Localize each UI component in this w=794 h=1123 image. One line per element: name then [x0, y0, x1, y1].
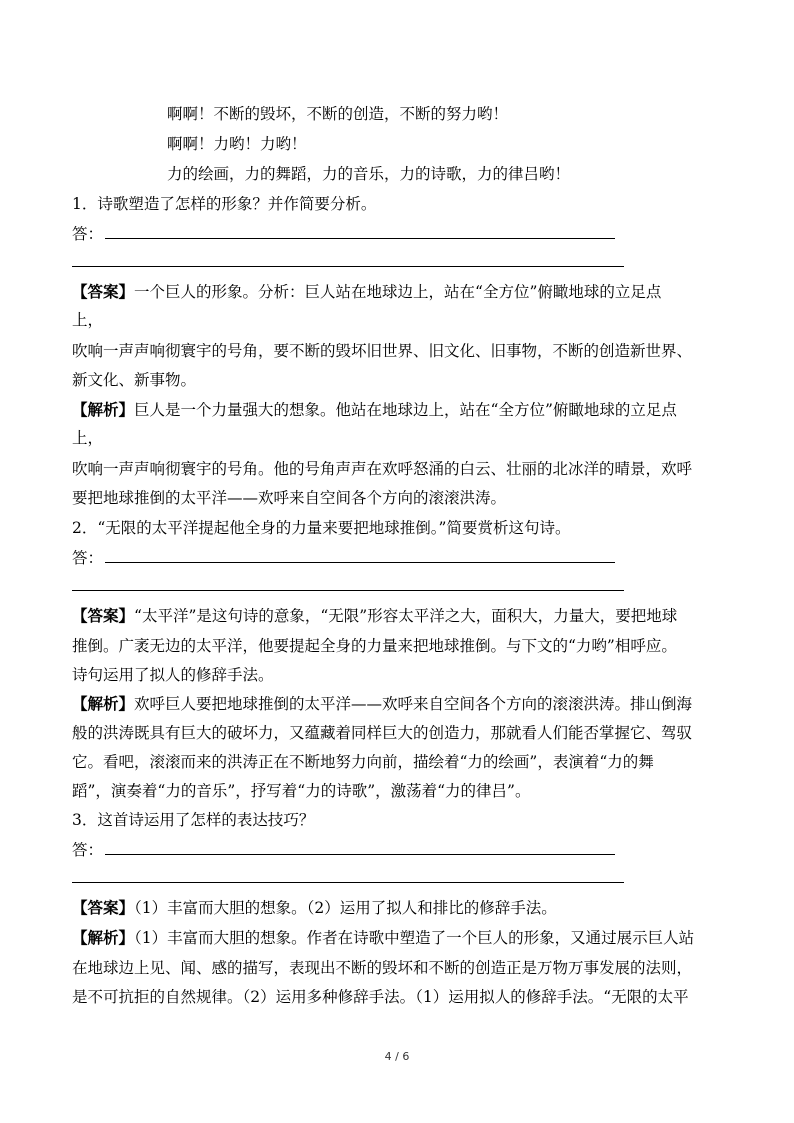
- answer-text: “太平洋”是这句诗的意象，“无限”形容太平洋之大，面积大，力量大，要把地球: [134, 607, 678, 625]
- answer-blank-line[interactable]: [105, 562, 615, 563]
- q3-analysis: [72, 928, 694, 948]
- answer-blank-line[interactable]: [72, 882, 624, 883]
- analysis-text: 般的洪涛既具有巨大的破坏力，又蕴藏着同样巨大的创造力，那就看人们能否掌握它、驾驭: [72, 724, 693, 742]
- analysis-text: 上，: [72, 429, 104, 447]
- analysis-label: 【解析】: [72, 400, 135, 419]
- answer-blank-line[interactable]: [105, 854, 615, 855]
- q2-answer: [72, 606, 677, 626]
- answer-text: 新文化、新事物。: [72, 371, 197, 389]
- analysis-text: 在地球边上见、闻、感的描写，表现出不断的毁坏和不断的创造正是万物万事发展的法则，: [72, 959, 693, 977]
- answer-blank-line[interactable]: [105, 238, 615, 239]
- poem-line: 啊啊！力哟！力哟！: [167, 135, 307, 153]
- question-1: 1．诗歌塑造了怎样的形象？并作简要分析。: [72, 195, 377, 213]
- question-2: 2．“无限的太平洋提起他全身的力量来要把地球推倒。”简要赏析这句诗。: [72, 519, 571, 537]
- analysis-label: 【解析】: [72, 694, 135, 713]
- answer-text: （1）丰富而大胆的想象。（2）运用了拟人和排比的修辞手法。: [134, 899, 557, 917]
- analysis-text: 是不可抗拒的自然规律。（2）运用多种修辞手法。（1）运用拟人的修辞手法。“无限的太平: [72, 988, 689, 1006]
- answer-blank-line[interactable]: [72, 590, 624, 591]
- answer-prefix: 答：: [72, 225, 104, 243]
- q2-analysis: [72, 694, 692, 714]
- analysis-text: 要把地球推倒的太平洋——欢呼来自空间各个方向的滚滚洪涛。: [72, 489, 507, 507]
- answer-label: 【答案】: [72, 898, 135, 917]
- poem-line: 啊啊！不断的毁坏，不断的创造，不断的努力哟！: [167, 105, 509, 123]
- answer-text: 一个巨人的形象。分析：巨人站在地球边上，站在“全方位”俯瞰地球的立足点: [134, 283, 662, 301]
- answer-text: 推倒。广袤无边的太平洋，他要提起全身的力量来把地球推倒。与下文的“力哟”相呼应。: [72, 637, 677, 655]
- question-3: 3．这首诗运用了怎样的表达技巧？: [72, 811, 315, 829]
- answer-prefix: 答：: [72, 841, 104, 859]
- answer-label: 【答案】: [72, 606, 135, 625]
- answer-blank-line[interactable]: [72, 266, 624, 267]
- analysis-text: 吹响一声声响彻寰宇的号角。他的号角声声在欢呼怒涌的白云、壮丽的北冰洋的晴景，欢呼: [72, 460, 693, 478]
- analysis-text: 巨人是一个力量强大的想象。他站在地球边上，站在“全方位”俯瞰地球的立足点: [134, 401, 677, 419]
- q1-analysis: [72, 400, 677, 420]
- page-number: 4 / 6: [384, 1050, 410, 1063]
- poem-line: 力的绘画，力的舞蹈，力的音乐，力的诗歌，力的律吕哟！: [167, 165, 571, 183]
- answer-text: 诗句运用了拟人的修辞手法。: [72, 666, 274, 684]
- analysis-text: （1）丰富而大胆的想象。作者在诗歌中塑造了一个巨人的形象，又通过展示巨人站: [134, 929, 695, 947]
- answer-prefix: 答：: [72, 549, 104, 567]
- analysis-text: 蹈”，演奏着“力的音乐”，抒写着“力的诗歌”，激荡着“力的律吕”。: [72, 782, 531, 800]
- answer-label: 【答案】: [72, 282, 135, 301]
- q3-answer: [72, 898, 557, 918]
- analysis-text: 欢呼巨人要把地球推倒的太平洋——欢呼来自空间各个方向的滚滚洪涛。排山倒海: [134, 695, 693, 713]
- answer-text: 吹响一声声响彻寰宇的号角，要不断的毁坏旧世界、旧文化、旧事物，不断的创造新世界、: [72, 342, 693, 360]
- analysis-text: 它。看吧，滚滚而来的洪涛正在不断地努力向前，描绘着“力的绘画”，表演着“力的舞: [72, 753, 654, 771]
- answer-text: 上，: [72, 311, 104, 329]
- q1-answer: [72, 282, 661, 302]
- analysis-label: 【解析】: [72, 928, 135, 947]
